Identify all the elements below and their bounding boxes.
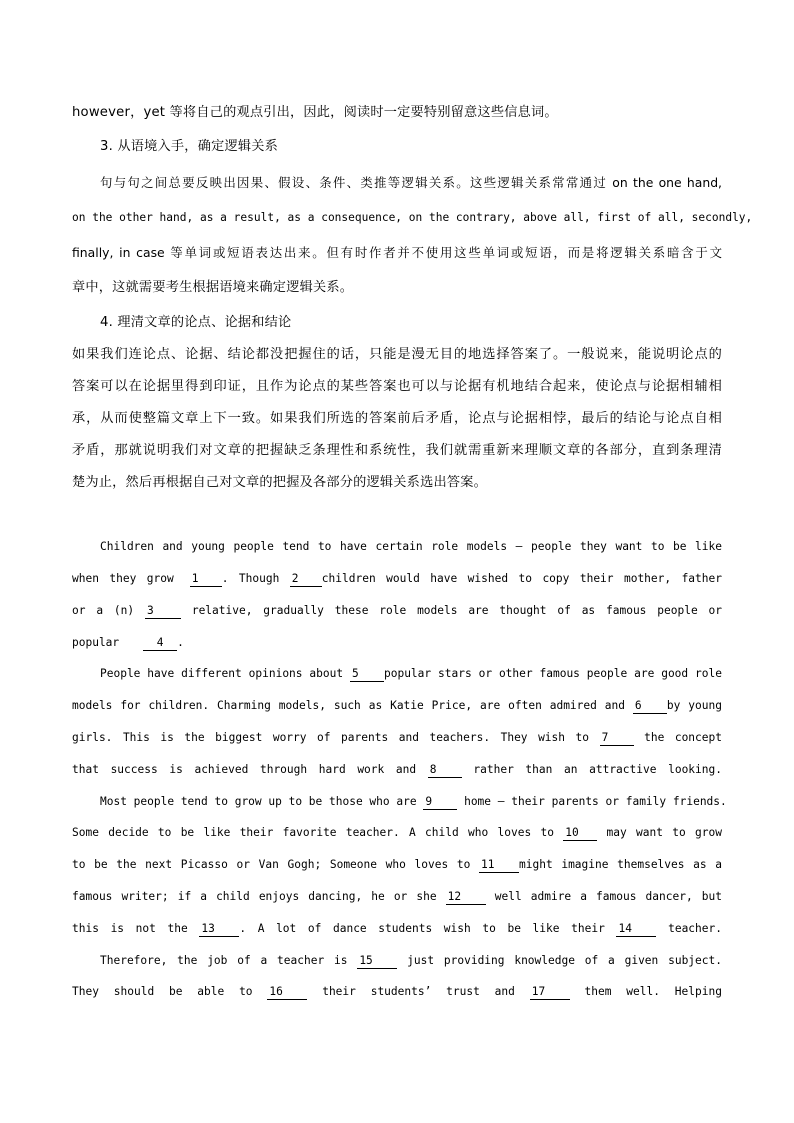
blank-17[interactable]: 17 <box>530 985 570 1000</box>
text-line: 承，从而使整篇文章上下一致。如果我们所选的答案前后矛盾，论点与论据相悖，最后的结论与论点自相 <box>72 411 722 426</box>
passage-line: Some decide to be like their favorite teacher. A child who loves to 10 may want to grow <box>72 826 722 839</box>
text-line: 答案可以在论据里得到印证，且作为论点的某些答案也可以与论据有机地结合起来，使论点与论据相辅相 <box>72 379 722 394</box>
blank-8[interactable]: 8 <box>428 763 462 778</box>
blank-14[interactable]: 14 <box>616 922 656 937</box>
passage-line: models for children. Charming models, such as Katie Price, are often admired and 6 by young <box>72 699 722 712</box>
blank-5[interactable]: 5 <box>350 667 384 682</box>
blank-9[interactable]: 9 <box>423 795 457 810</box>
text-line: 句与句之间总要反映出因果、假设、条件、类推等逻辑关系。这些逻辑关系常常通过 on the one hand, <box>100 175 722 190</box>
blank-16[interactable]: 16 <box>267 985 307 1000</box>
passage-line: that success is achieved through hard work and 8 rather than an attractive looking. <box>72 763 722 776</box>
text-line: on the other hand, as a result, as a consequence, on the contrary, above all, first of all, secondly, <box>72 211 753 224</box>
passage-line: People have different opinions about 5 popular stars or other famous people are good role <box>100 667 722 680</box>
text-line: 如果我们连论点、论据、结论都没把握住的话，只能是漫无目的地选择答案了。一般说来，能说明论点的 <box>72 347 722 362</box>
text-line: 楚为止，然后再根据自己对文章的把握及各部分的逻辑关系选出答案。 <box>72 475 488 490</box>
blank-15[interactable]: 15 <box>357 954 397 969</box>
passage-line: popular 4 . <box>72 636 184 649</box>
blank-1[interactable]: 1 <box>190 572 222 587</box>
text-line: however，yet 等将自己的观点引出，因此，阅读时一定要特别留意这些信息词。 <box>72 105 558 120</box>
passage-line: when they grow 1 . Though 2 children would have wished to copy their mother, father <box>72 572 722 585</box>
text-line: 矛盾，那就说明我们对文章的把握缺乏条理性和系统性，我们就需重新来理顺文章的各部分，直到条理清 <box>72 443 722 458</box>
passage-line: Children and young people tend to have certain role models – people they want to be like <box>100 540 722 553</box>
passage-line: They should be able to 16 their students’ trust and 17 them well. Helping <box>72 985 722 998</box>
text-line: 章中，这就需要考生根据语境来确定逻辑关系。 <box>72 280 354 295</box>
blank-11[interactable]: 11 <box>479 858 519 873</box>
passage-line: famous writer; if a child enjoys dancing, he or she 12 well admire a famous dancer, but <box>72 890 722 903</box>
passage-line: Most people tend to grow up to be those who are 9 home – their parents or family friends. <box>100 795 727 808</box>
blank-10[interactable]: 10 <box>563 826 597 841</box>
passage-line: this is not the 13 . A lot of dance students wish to be like their 14 teacher. <box>72 922 722 935</box>
passage-line: Therefore, the job of a teacher is 15 just providing knowledge of a given subject. <box>100 954 722 967</box>
section-heading-3: 3. 从语境入手，确定逻辑关系 <box>100 139 279 154</box>
blank-2[interactable]: 2 <box>290 572 322 587</box>
blank-13[interactable]: 13 <box>199 922 239 937</box>
blank-6[interactable]: 6 <box>633 699 667 714</box>
section-heading-4: 4. 理清文章的论点、论据和结论 <box>100 315 292 330</box>
blank-4[interactable]: 4 <box>143 636 177 651</box>
blank-12[interactable]: 12 <box>446 890 486 905</box>
text-line: finally, in case 等单词或短语表达出来。但有时作者并不使用这些单词或短语，而是将逻辑关系暗含于文 <box>72 245 722 260</box>
passage-line: or a (n) 3 relative, gradually these role models are thought of as famous people or <box>72 604 722 617</box>
passage-line: girls. This is the biggest worry of parents and teachers. They wish to 7 the concept <box>72 731 722 744</box>
blank-3[interactable]: 3 <box>145 604 181 619</box>
passage-line: to be the next Picasso or Van Gogh; Someone who loves to 11 might imagine themselves as a <box>72 858 723 871</box>
blank-7[interactable]: 7 <box>600 731 634 746</box>
